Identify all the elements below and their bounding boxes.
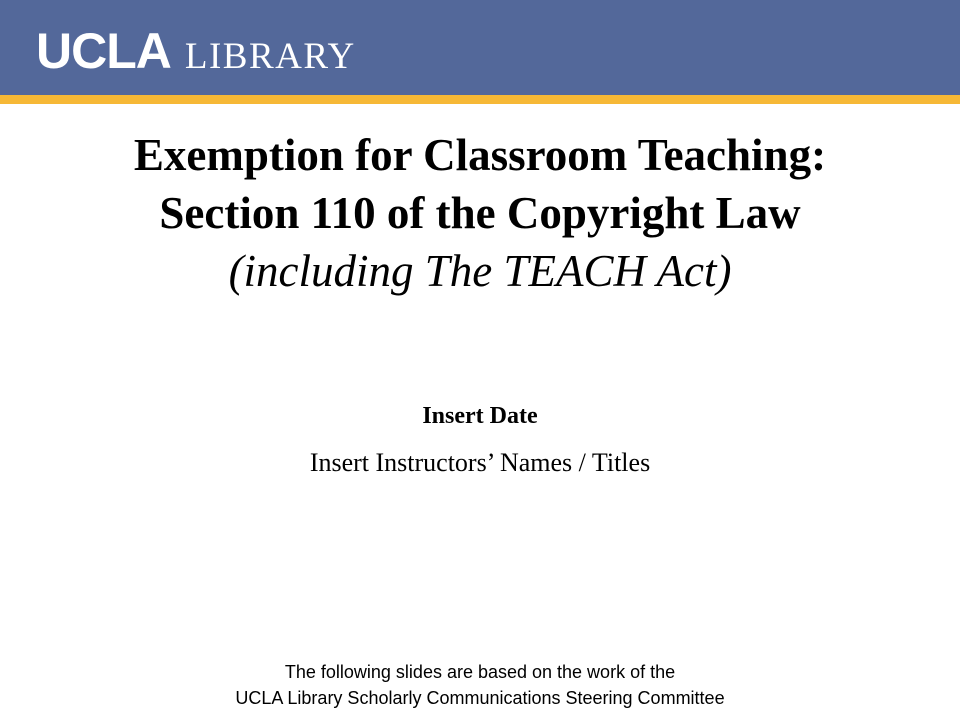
logo-ucla-text: UCLA (36, 23, 171, 79)
header-band (0, 0, 960, 95)
header-gold-stripe (0, 95, 960, 104)
slide-title (0, 126, 960, 300)
title-line-2: Section 110 of the Copyright Law (159, 188, 801, 238)
footer-line-2: UCLA Library Scholarly Communications Steering Committee (235, 688, 725, 708)
date-placeholder: Insert Date (422, 403, 538, 429)
footer-credit (0, 659, 960, 711)
title-line-1: Exemption for Classroom Teaching: (133, 130, 827, 180)
title-line-3: (including The TEACH Act) (228, 246, 732, 296)
ucla-library-logo (36, 23, 356, 79)
logo-library-text: LIBRARY (184, 36, 356, 77)
footer-line-1: The following slides are based on the work of the (284, 662, 676, 682)
instructors-placeholder: Insert Instructors’ Names / Titles (309, 448, 651, 477)
